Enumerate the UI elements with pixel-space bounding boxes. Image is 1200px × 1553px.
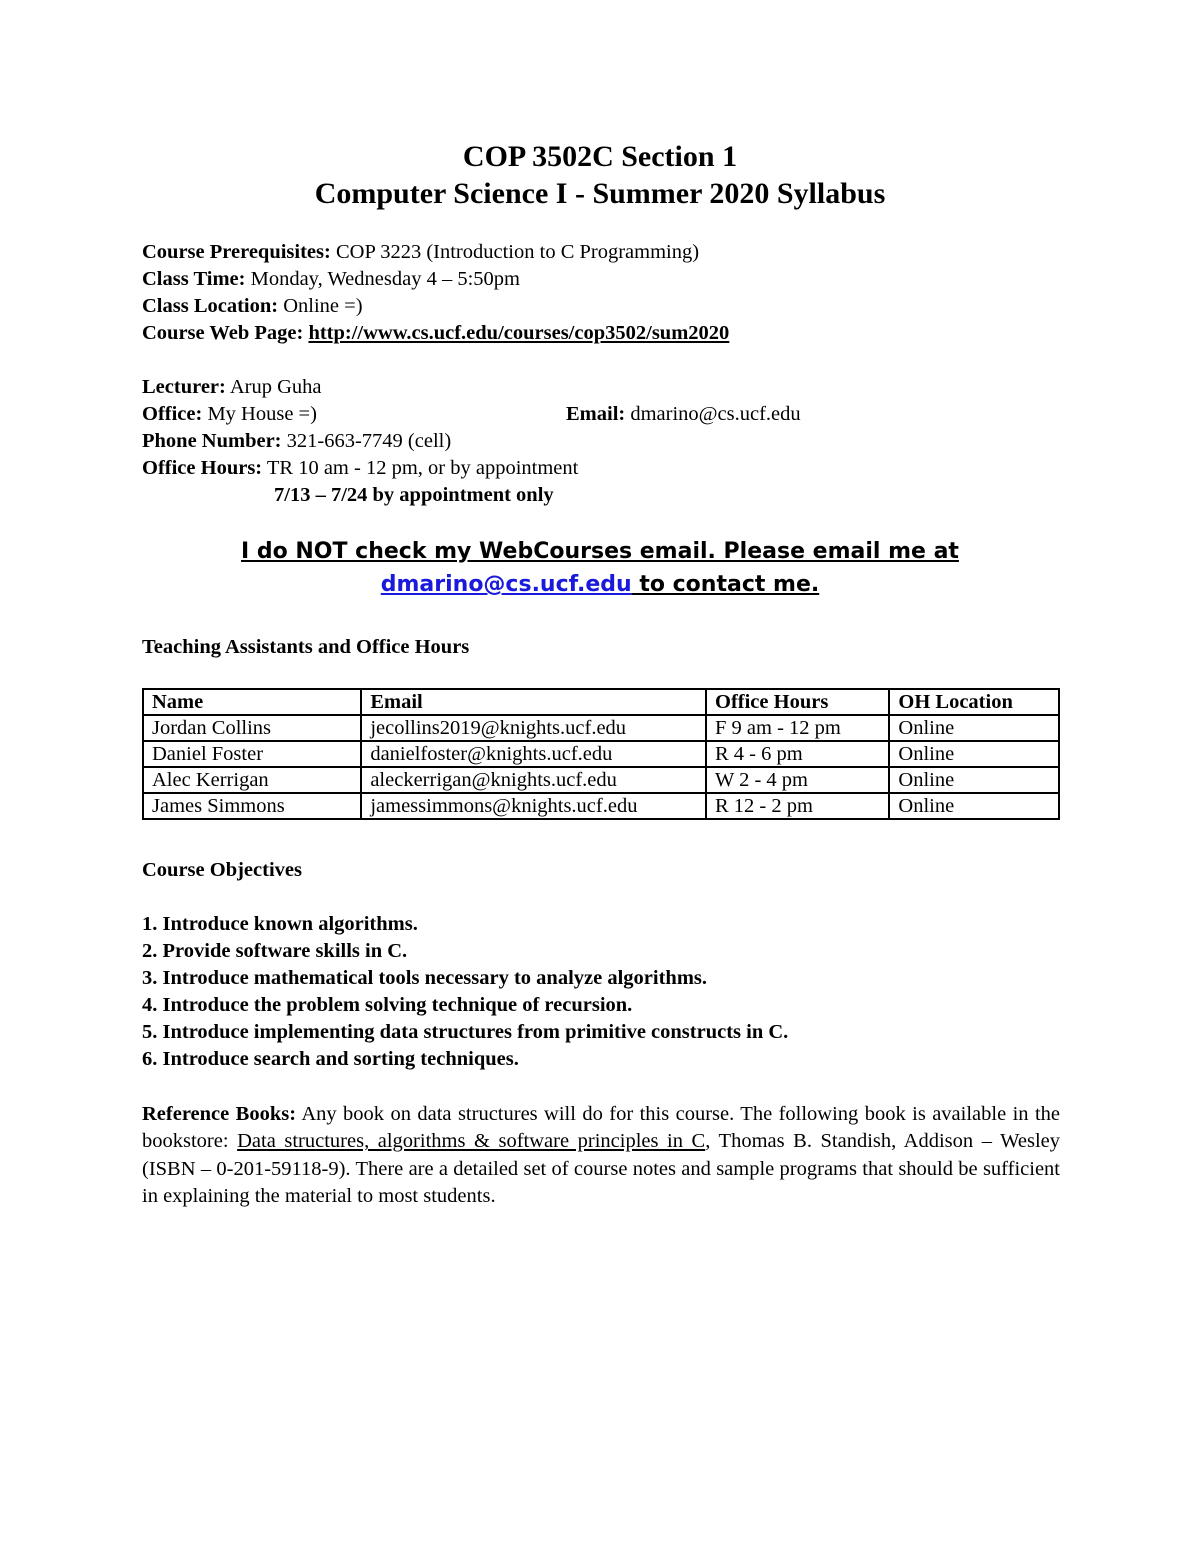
objective-item: 2. Provide software skills in C. xyxy=(142,940,408,962)
prereq-line xyxy=(142,241,699,264)
email-line xyxy=(566,403,801,426)
column-header: Name xyxy=(143,689,361,715)
page-title: COP 3502C Section 1 xyxy=(462,140,738,173)
class-time-line xyxy=(142,268,520,291)
ta-email: jecollins2019@knights.ucf.edu xyxy=(361,715,706,741)
lecturer-value: Arup Guha xyxy=(225,376,322,398)
table-header-row xyxy=(143,689,1059,715)
objective-item: 1. Introduce known algorithms. xyxy=(142,913,418,935)
column-header: Office Hours xyxy=(706,689,889,715)
course-web-label: Course Web Page: xyxy=(142,322,304,344)
objective-item: 4. Introduce the problem solving technique of recursion. xyxy=(142,994,633,1016)
ta-oh-location: Online xyxy=(889,741,1059,767)
phone-value: 321-663-7749 (cell) xyxy=(281,430,452,452)
ta-email: aleckerrigan@knights.ucf.edu xyxy=(361,767,706,793)
objective-item: 3. Introduce mathematical tools necessary to analyze algorithms. xyxy=(142,967,708,989)
email-notice-line1 xyxy=(0,539,1200,564)
course-web-link[interactable]: http://www.cs.ucf.edu/courses/cop3502/sum2020 xyxy=(308,322,730,344)
column-header: OH Location xyxy=(889,689,1059,715)
office-hours-extra: 7/13 – 7/24 by appointment only xyxy=(274,484,554,506)
reference-text-after: , Thomas B. Standish, Addison – Wesley (ISBN – 0-201-59118-9). There are a detailed set of course notes and sample programs that should be sufficient in explaining the material to most students. xyxy=(142,1130,1060,1207)
table-row xyxy=(143,793,1059,819)
office-hours-value: TR 10 am - 12 pm, or by appointment xyxy=(262,457,579,479)
lecturer-line xyxy=(142,376,322,399)
phone-line xyxy=(142,430,451,453)
office-line xyxy=(142,403,317,426)
class-time-value: Monday, Wednesday 4 – 5:50pm xyxy=(245,268,520,290)
table-row xyxy=(143,715,1059,741)
office-hours-label: Office Hours: xyxy=(142,457,263,479)
page-subtitle: Computer Science I - Summer 2020 Syllabus xyxy=(314,177,886,210)
class-location-label: Class Location: xyxy=(142,295,279,317)
notice-contact-text: to contact me. xyxy=(631,572,820,597)
reference-label: Reference Books: xyxy=(142,1103,297,1125)
table-row xyxy=(143,741,1059,767)
table-row xyxy=(143,767,1059,793)
email-label: Email: xyxy=(566,403,626,425)
ta-email: jamessimmons@knights.ucf.edu xyxy=(361,793,706,819)
ta-name: Alec Kerrigan xyxy=(143,767,361,793)
ta-office-hours: F 9 am - 12 pm xyxy=(706,715,889,741)
objective-item: 5. Introduce implementing data structures from primitive constructs in C. xyxy=(142,1021,789,1043)
reference-paragraph xyxy=(142,1101,1060,1210)
objectives-heading: Course Objectives xyxy=(142,859,302,881)
ta-oh-location: Online xyxy=(889,793,1059,819)
notice-email-link[interactable]: dmarino@cs.ucf.edu xyxy=(380,572,632,597)
ta-heading: Teaching Assistants and Office Hours xyxy=(142,636,470,658)
ta-oh-location: Online xyxy=(889,767,1059,793)
course-web-line xyxy=(142,322,729,345)
email-notice-text: I do NOT check my WebCourses email. Please email me at xyxy=(241,539,959,564)
reference-book-title: Data structures, algorithms & software principles in C xyxy=(237,1130,706,1153)
prereq-value: COP 3223 (Introduction to C Programming) xyxy=(330,241,700,263)
ta-office-hours: R 4 - 6 pm xyxy=(706,741,889,767)
ta-office-hours: W 2 - 4 pm xyxy=(706,767,889,793)
lecturer-label: Lecturer: xyxy=(142,376,226,398)
office-value: My House =) xyxy=(202,403,317,425)
phone-label: Phone Number: xyxy=(142,430,282,452)
objective-item: 6. Introduce search and sorting techniques. xyxy=(142,1048,519,1070)
class-location-line xyxy=(142,295,363,318)
ta-name: Jordan Collins xyxy=(143,715,361,741)
reference-text-before: Any book on data structures will do for this course. The following book is available in the bookstore: xyxy=(142,1103,1061,1153)
office-hours-line xyxy=(142,457,578,480)
column-header: Email xyxy=(361,689,706,715)
email-value: dmarino@cs.ucf.edu xyxy=(625,403,801,425)
class-time-label: Class Time: xyxy=(142,268,246,290)
prereq-label: Course Prerequisites: xyxy=(142,241,331,263)
email-notice-line2 xyxy=(0,572,1200,597)
ta-name: Daniel Foster xyxy=(143,741,361,767)
ta-table xyxy=(142,688,1060,820)
ta-office-hours: R 12 - 2 pm xyxy=(706,793,889,819)
ta-oh-location: Online xyxy=(889,715,1059,741)
class-location-value: Online =) xyxy=(278,295,363,317)
ta-name: James Simmons xyxy=(143,793,361,819)
office-label: Office: xyxy=(142,403,203,425)
ta-email: danielfoster@knights.ucf.edu xyxy=(361,741,706,767)
